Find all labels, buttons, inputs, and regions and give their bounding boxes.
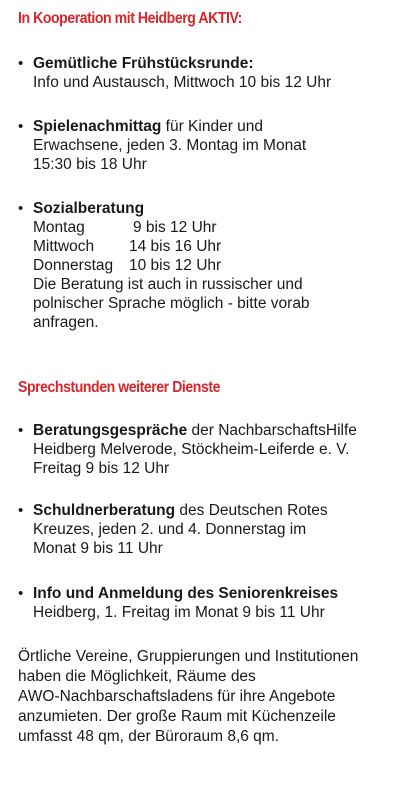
- schedule-day: Montag: [33, 219, 85, 236]
- bullet: •: [18, 422, 24, 439]
- item-text: Freitag 9 bis 12 Uhr: [33, 460, 170, 477]
- item-title: Sozialberatung: [33, 200, 145, 217]
- item-title: Schuldnerberatung: [33, 502, 176, 519]
- item-text: Info und Austausch, Mittwoch 10 bis 12 Uhr: [33, 74, 332, 91]
- footer-line: Örtliche Vereine, Gruppierungen und Institutionen: [18, 648, 359, 665]
- list-item-social-counseling: [18, 199, 388, 332]
- item-title: Spielenachmittag: [33, 118, 162, 135]
- bullet: •: [18, 585, 24, 602]
- item-title: Beratungsgespräche: [33, 422, 188, 439]
- schedule-day: Donnerstag: [33, 257, 114, 274]
- bullet: •: [18, 200, 24, 217]
- item-text: 15:30 bis 18 Uhr: [33, 156, 147, 173]
- footer-paragraph: [18, 647, 392, 747]
- footer-line: umfasst 48 qm, der Büroraum 8,6 qm.: [18, 728, 280, 745]
- item-text: des Deutschen Rotes: [175, 502, 328, 519]
- list-item-debt-counseling: [18, 501, 388, 558]
- list-item-senior-circle: [18, 584, 388, 622]
- item-text: für Kinder und: [161, 118, 264, 135]
- item-text: der NachbarschaftsHilfe: [187, 422, 357, 439]
- bullet: •: [18, 118, 24, 135]
- item-note: anfragen.: [33, 314, 99, 331]
- footer-line: haben die Möglichkeit, Räume des: [18, 668, 256, 685]
- item-note: Die Beratung ist auch in russischer und: [33, 276, 303, 293]
- schedule-table: [33, 218, 388, 275]
- schedule-time: 14 bis 16 Uhr: [129, 238, 222, 255]
- list-item-counseling-talks: [18, 421, 388, 478]
- item-text: Heidberg Melverode, Stöckheim-Leiferde e. V.: [33, 441, 350, 458]
- section-heading-cooperation: In Kooperation mit Heidberg AKTIV:: [18, 10, 242, 27]
- schedule-time: 10 bis 12 Uhr: [129, 257, 222, 274]
- item-text: Monat 9 bis 11 Uhr: [33, 540, 163, 557]
- bullet: •: [18, 55, 24, 72]
- item-title: Info und Anmeldung des Seniorenkreises: [33, 585, 339, 602]
- bullet: •: [18, 502, 24, 519]
- footer-line: anzumieten. Der große Raum mit Küchenzeile: [18, 708, 336, 725]
- item-title: Gemütliche Frühstücksrunde:: [33, 55, 254, 72]
- item-text: Heidberg, 1. Freitag im Monat 9 bis 11 Uhr: [33, 604, 325, 621]
- item-note: polnischer Sprache möglich - bitte vorab: [33, 295, 310, 312]
- list-item-breakfast: [18, 54, 388, 92]
- list-item-games: [18, 117, 388, 174]
- item-text: Erwachsene, jeden 3. Montag im Monat: [33, 137, 307, 154]
- item-text: Kreuzes, jeden 2. und 4. Donnerstag im: [33, 521, 307, 538]
- schedule-day: Mittwoch: [33, 238, 95, 255]
- section-heading-services: Sprechstunden weiterer Dienste: [18, 379, 220, 396]
- schedule-time: 9 bis 12 Uhr: [133, 219, 217, 236]
- footer-line: AWO-Nachbarschaftsladens für ihre Angebote: [18, 688, 336, 705]
